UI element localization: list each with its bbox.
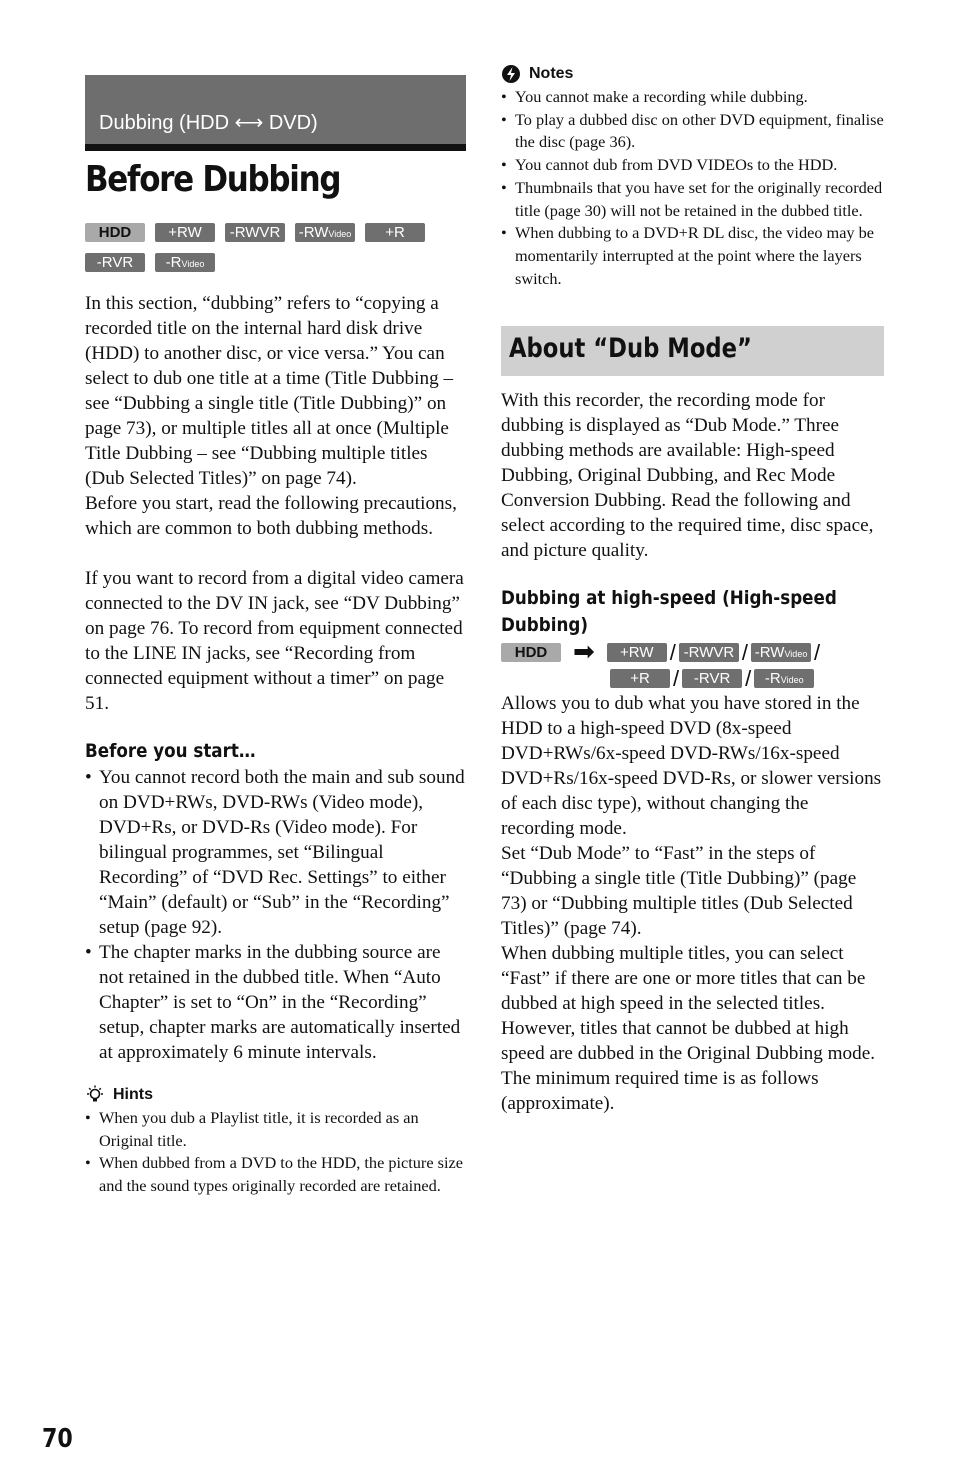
dub-target-group-2 — [610, 665, 814, 691]
notes-list — [501, 86, 884, 290]
list-item: • You cannot make a recording while dubbing. — [501, 86, 884, 109]
intro-paragraph-3: If you want to record from a digital video camera connected to the DV IN jack, see “DV Dubbing” on page 76. To record from equipment connected to the LINE IN jacks, see “Recording from connected equipment without a timer” on page 51. — [85, 568, 464, 714]
high-speed-paragraph-4: The minimum required time is as follows (approximate). — [501, 1068, 819, 1115]
page-number: 70 — [42, 1424, 73, 1454]
dub-target-group-1 — [607, 639, 823, 665]
separator-slash: / — [669, 639, 676, 665]
disc-format-badge: -RWVideo — [751, 643, 811, 662]
list-item: • You cannot record both the main and sub sound on DVD+RWs, DVD-RWs (Video mode), DVD+Rs, or DVD-Rs (Video mode). For bilingual programmes, set “Bilingual Recording” of “DVD Rec. Settings” to either “Main” (default) or “Sub” in the “Recording” setup (page 92). — [85, 765, 466, 940]
hints-heading-label: Hints — [113, 1086, 153, 1103]
high-speed-heading-line-2: Dubbing) — [501, 614, 588, 637]
badge-row-2 — [85, 253, 466, 273]
list-item: • When dubbing to a DVD+R DL disc, the video may be momentarily interrupted at the point where the layers switch. — [501, 222, 884, 290]
notes-heading — [501, 62, 884, 86]
disc-format-badge: -RVR — [682, 669, 742, 688]
disc-format-badge: +RW — [155, 223, 215, 242]
about-paragraph: With this recorder, the recording mode for dubbing is displayed as “Dub Mode.” Three dubbing methods are available: High-speed Dubbing, Original Dubbing, and Rec Mode Conversion Dubbing. Read the following and select according to the required time, disc space, and picture quality. — [501, 390, 874, 562]
right-column — [501, 62, 884, 1116]
dub-direction-row-1 — [501, 636, 884, 667]
disc-format-badge: +RW — [607, 643, 667, 662]
high-speed-heading — [501, 585, 838, 639]
about-dub-mode-heading — [501, 326, 884, 376]
list-item: • To play a dubbed disc on other DVD equipment, finalise the disc (page 36). — [501, 109, 884, 154]
disc-format-badge: -RWVR — [679, 643, 739, 662]
before-start-heading: Before you start… — [85, 740, 256, 762]
hints-list — [85, 1107, 466, 1198]
notes-icon — [501, 64, 521, 84]
disc-format-badge: HDD — [85, 223, 145, 242]
high-speed-paragraph-3: When dubbing multiple titles, you can select “Fast” if there are one or more titles that can be dubbed at high speed in the selected titles. However, titles that cannot be dubbed at high speed are dubbed in the Original Dubbing mode. — [501, 943, 876, 1065]
notes-heading-label: Notes — [529, 65, 574, 82]
high-speed-text — [501, 691, 884, 1116]
disc-badges — [85, 223, 466, 273]
badge-row-1 — [85, 223, 466, 243]
high-speed-paragraph-1: Allows you to dub what you have stored in the HDD to a high-speed DVD (8x-speed DVD+RWs/6x-speed DVD-RWs/16x-speed DVD+Rs/16x-speed DVD-Rs, or slower versions of each disc type), without changing the recording mode. — [501, 693, 882, 840]
lightbulb-icon — [85, 1085, 105, 1105]
intro-paragraph-2: Before you start, read the following precautions, which are common to both dubbing methods. — [85, 493, 457, 539]
separator-slash: / — [745, 665, 752, 691]
disc-format-badge: -RVR — [85, 253, 145, 272]
list-item: • You cannot dub from DVD VIDEOs to the HDD. — [501, 154, 884, 177]
before-start-list — [85, 765, 466, 1065]
high-speed-heading-line-1: Dubbing at high-speed (High-speed — [501, 587, 837, 610]
list-item: • Thumbnails that you have set for the originally recorded title (page 30) will not be retained in the dubbed title. — [501, 177, 884, 222]
high-speed-paragraph-2: Set “Dub Mode” to “Fast” in the steps of “Dubbing a single title (Title Dubbing)” (page 73) or “Dubbing multiple titles (Dub Selected Titles)” (page 74). — [501, 843, 857, 940]
page-title: Before Dubbing — [85, 159, 341, 200]
left-column — [85, 75, 466, 1198]
about-heading-label: About “Dub Mode” — [509, 333, 752, 365]
disc-format-badge: +R — [610, 669, 670, 688]
section-tab-label: Dubbing (HDD ⟷ DVD) — [99, 112, 318, 134]
list-item: • The chapter marks in the dubbing source are not retained in the dubbed title. When “Auto Chapter” is set to “On” in the “Recording” setup, chapter marks are automatically inserted at approximately 6 minute intervals. — [85, 940, 466, 1065]
list-item: • When you dub a Playlist title, it is recorded as an Original title. — [85, 1107, 466, 1152]
separator-slash: / — [673, 665, 680, 691]
disc-format-badge: -RWVR — [225, 223, 285, 242]
section-tab — [85, 75, 466, 151]
separator-slash: / — [814, 639, 821, 665]
intro-text — [85, 291, 466, 716]
list-item: • When dubbed from a DVD to the HDD, the picture size and the sound types originally recorded are retained. — [85, 1152, 466, 1197]
intro-paragraph-1: In this section, “dubbing” refers to “copying a recorded title on the internal hard disk drive (HDD) to another disc, or vice versa.” You can select to dub one title at a time (Title Dubbing – see “Dubbing a single title (Title Dubbing)” on page 73), or multiple titles all at once (Multiple Title Dubbing – see “Dubbing multiple titles (Dub Selected Titles)” on page 74). — [85, 293, 454, 489]
disc-format-badge: -RVideo — [155, 253, 215, 272]
dub-direction-row-2 — [501, 665, 884, 691]
disc-format-badge: -RVideo — [754, 669, 814, 688]
disc-format-badge: +R — [365, 223, 425, 242]
right-arrow-icon: ➡ — [573, 636, 595, 667]
disc-format-badge: -RWVideo — [295, 223, 355, 242]
separator-slash: / — [741, 639, 749, 665]
dub-source-badge: HDD — [501, 643, 561, 662]
hints-heading — [85, 1083, 466, 1107]
